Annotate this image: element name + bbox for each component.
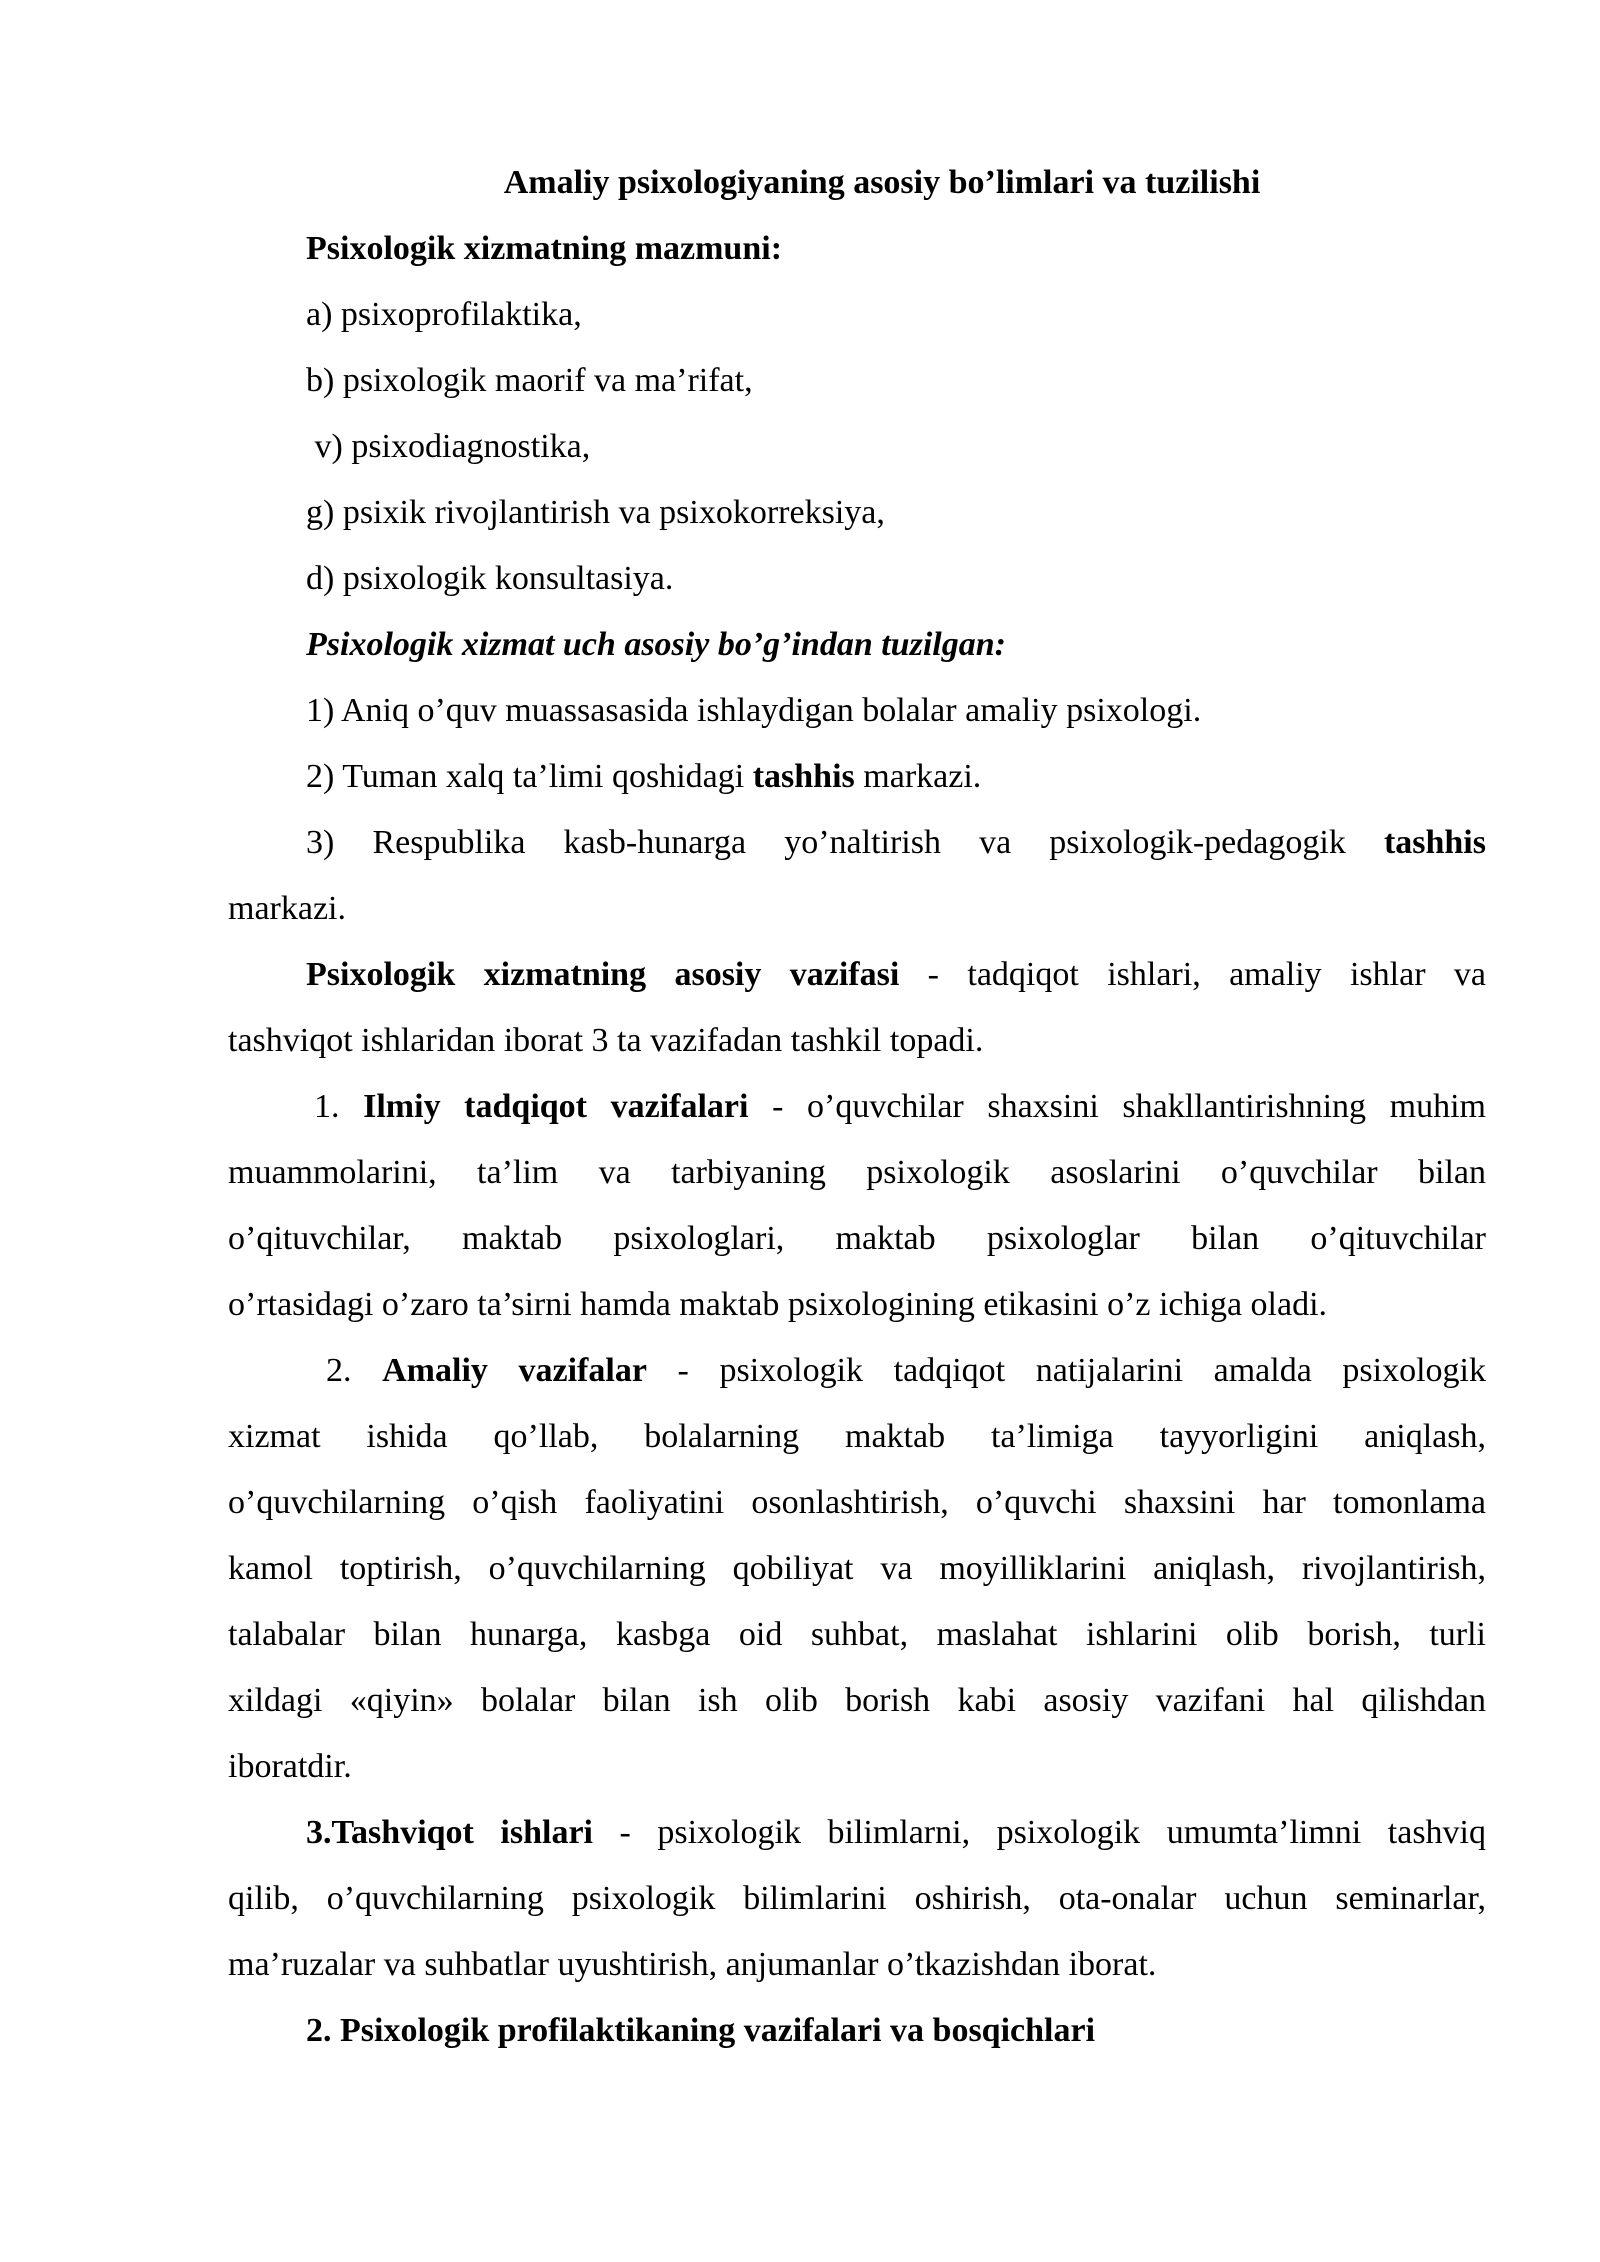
task-1-line: o’qituvchilar, maktab psixologlari, maktab psixologlar bilan o’qituvchilar: [228, 1220, 1486, 1257]
structure-item-3-continuation: markazi.: [228, 890, 346, 927]
main-task-text-continuation: tashviqot ishlaridan iborat 3 ta vazifadan tashkil topadi.: [228, 1022, 984, 1059]
task-1-paragraph: [228, 1074, 1486, 1140]
structure-item-2-text: 2) Tuman xalq ta’limi qoshidagi: [306, 758, 753, 795]
task-2-line: xizmat ishida qo’llab, bolalarning maktab ta’limiga tayyorligini aniqlash,: [228, 1418, 1486, 1455]
task-2-line: kamol toptirish, o’quvchilarning qobiliyat va moyilliklarini aniqlash, rivojlantirish,: [228, 1550, 1486, 1587]
task-3-heading: 3.Tashviqot ishlari: [306, 1814, 593, 1851]
task-2-number: 2.: [326, 1352, 383, 1389]
structure-item-3-bold: tashhis: [1383, 824, 1486, 861]
task-2-line: xildagi «qiyin» bolalar bilan ish olib borish kabi asosiy vazifani hal qilishdan: [228, 1682, 1486, 1719]
list-item: v) psixodiagnostika,: [306, 428, 591, 465]
task-2-text: - psixologik tadqiqot natijalarini amalda psixologik: [646, 1352, 1486, 1389]
task-2-line: talabalar bilan hunarga, kasbga oid suhbat, maslahat ishlarini olib borish, turli: [228, 1616, 1486, 1653]
structure-item-2-tail: markazi.: [854, 758, 982, 795]
section-heading-structure: Psixologik xizmat uch asosiy bo’g’indan tuzilgan:: [306, 626, 1006, 663]
task-3-text: - psixologik bilimlarni, psixologik umumta’limni tashviq: [592, 1814, 1486, 1851]
list-item: d) psixologik konsultasiya.: [306, 560, 674, 597]
task-1-line: o’rtasidagi o’zaro ta’sirni hamda maktab psixologining etikasini o’z ichiga oladi.: [228, 1286, 1328, 1323]
task-1-line: muammolarini, ta’lim va tarbiyaning psixologik asoslarini o’quvchilar bilan: [228, 1154, 1486, 1191]
main-task-text: - tadqiqot ishlari, amaliy ishlar va: [899, 956, 1486, 993]
task-2-heading: Amaliy vazifalar: [382, 1352, 647, 1389]
task-3-line: qilib, o’quvchilarning psixologik bilimlarini oshirish, ota-onalar uchun seminarlar,: [228, 1880, 1486, 1917]
structure-item-2-bold: tashhis: [752, 758, 855, 795]
main-task-heading: Psixologik xizmatning asosiy vazifasi: [306, 956, 900, 993]
task-1-text: - o’quvchilar shaxsini shakllantirishning muhim: [748, 1088, 1487, 1125]
task-2-paragraph: [228, 1338, 1486, 1404]
page-title: Amaliy psixologiyaning asosiy bo’limlari va tuzilishi: [503, 164, 1261, 201]
task-3-paragraph: [228, 1800, 1486, 1866]
task-1-number: 1.: [314, 1088, 364, 1125]
document-body: [228, 150, 1486, 2064]
task-1-heading: Ilmiy tadqiqot vazifalari: [363, 1088, 749, 1125]
structure-item-1: 1) Aniq o’quv muassasasida ishlaydigan bolalar amaliy psixologi.: [306, 692, 1202, 729]
section-heading-content: Psixologik xizmatning mazmuni:: [306, 230, 783, 267]
structure-item-3: [228, 810, 1486, 876]
task-3-line: ma’ruzalar va suhbatlar uyushtirish, anjumanlar o’tkazishdan iborat.: [228, 1946, 1157, 1983]
structure-item-2: [228, 744, 1486, 810]
main-task-paragraph: [228, 942, 1486, 1008]
structure-item-3-text: 3) Respublika kasb-hunarga yo’naltirish va psixologik-pedagogik: [306, 824, 1384, 861]
task-2-line: iboratdir.: [228, 1748, 352, 1785]
next-section-heading: 2. Psixologik profilaktikaning vazifalari va bosqichlari: [306, 2012, 1096, 2049]
task-2-line: o’quvchilarning o’qish faoliyatini osonlashtirish, o’quvchi shaxsini har tomonlama: [228, 1484, 1486, 1521]
list-item: b) psixologik maorif va ma’rifat,: [306, 362, 753, 399]
list-item: a) psixoprofilaktika,: [306, 296, 582, 333]
list-item: g) psixik rivojlantirish va psixokorreksiya,: [306, 494, 885, 531]
